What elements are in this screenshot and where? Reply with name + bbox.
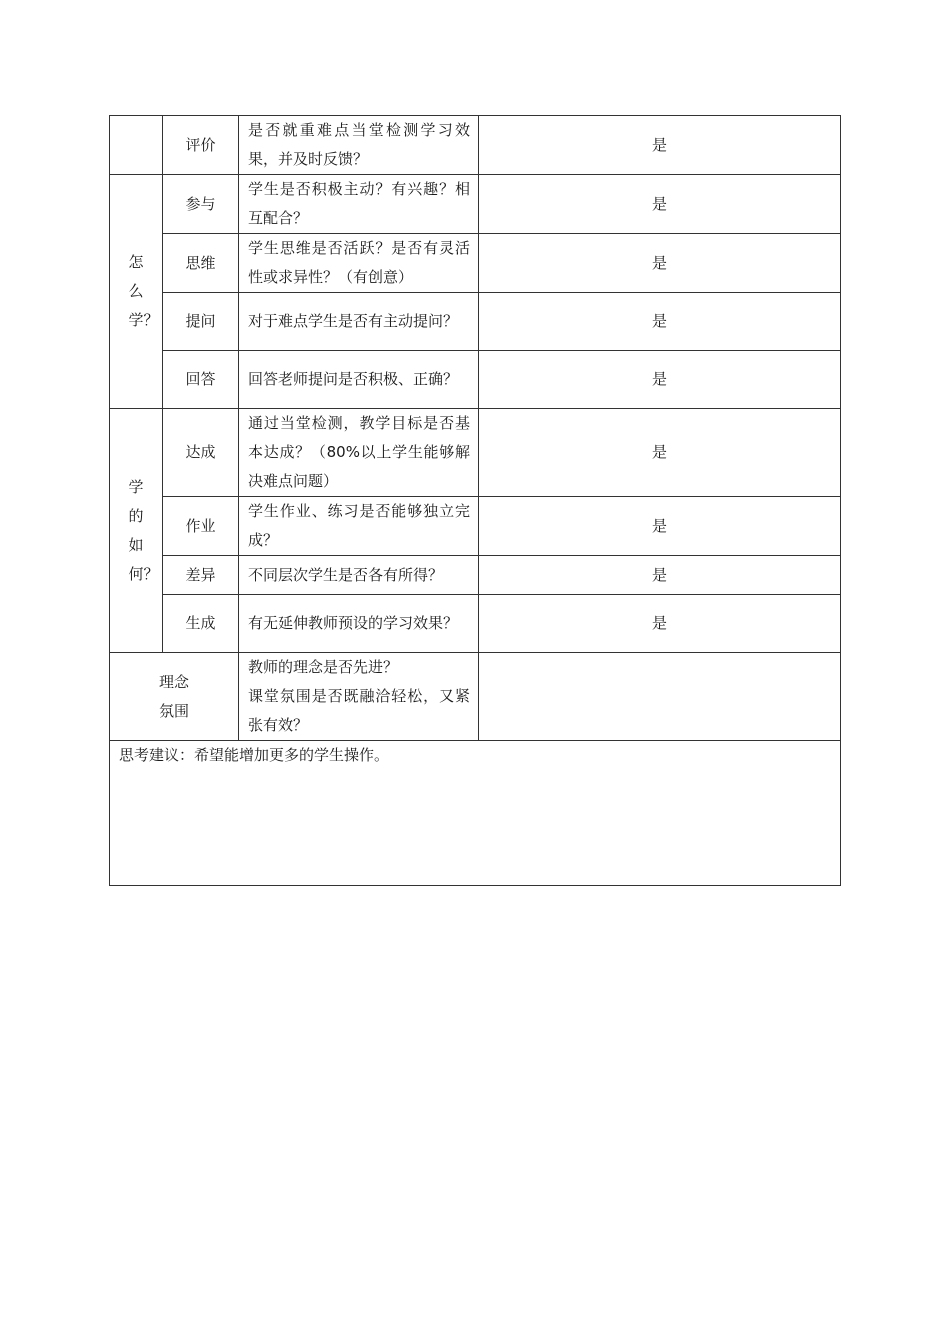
item-value: 是: [479, 595, 841, 653]
table-row: [110, 556, 841, 595]
item-label: 生成: [163, 595, 239, 653]
concept-label: 理念: [158, 672, 189, 691]
table-row: [110, 175, 841, 234]
item-value: 是: [479, 116, 841, 175]
table-row: [110, 497, 841, 556]
item-description: 回答老师提问是否积极、正确？: [239, 351, 479, 409]
item-label: 思维: [163, 234, 239, 293]
group-label-text: 学的如何？: [128, 477, 159, 583]
item-description: 有无延伸教师预设的学习效果？: [239, 595, 479, 653]
evaluation-table: [109, 115, 841, 886]
item-label: 评价: [163, 116, 239, 175]
item-value: 是: [479, 409, 841, 497]
group-label-learn-result: [110, 409, 163, 653]
item-label: 作业: [163, 497, 239, 556]
item-description: 学生思维是否活跃？是否有灵活性或求异性？（有创意）: [239, 234, 479, 293]
item-description: 学生是否积极主动？有兴趣？相互配合？: [239, 175, 479, 234]
item-label: 参与: [163, 175, 239, 234]
item-description: 学生作业、练习是否能够独立完成？: [239, 497, 479, 556]
table-row: [110, 741, 841, 886]
concept-question: 教师的理念是否先进？: [248, 658, 399, 676]
item-description: 对于难点学生是否有主动提问？: [239, 293, 479, 351]
table-row: [110, 653, 841, 741]
item-value: 是: [479, 556, 841, 595]
concept-atmosphere-label: [110, 653, 239, 741]
table-row: [110, 351, 841, 409]
item-description: 通过当堂检测，教学目标是否基本达成？（80%以上学生能够解决难点问题）: [239, 409, 479, 497]
table-row: [110, 409, 841, 497]
item-label: 达成: [163, 409, 239, 497]
item-value: 是: [479, 293, 841, 351]
group-cell-empty: [110, 116, 163, 175]
item-value: 是: [479, 175, 841, 234]
concept-atmosphere-value: [479, 653, 841, 741]
item-label: 提问: [163, 293, 239, 351]
table-row: [110, 293, 841, 351]
table-row: [110, 116, 841, 175]
atmosphere-label: 氛围: [158, 701, 189, 720]
item-label: 回答: [163, 351, 239, 409]
item-value: 是: [479, 351, 841, 409]
table-row: [110, 595, 841, 653]
item-value: 是: [479, 234, 841, 293]
group-label-text: 怎么学？: [128, 253, 159, 329]
item-value: 是: [479, 497, 841, 556]
group-label-how-learn: [110, 175, 163, 409]
concept-atmosphere-description: [239, 653, 479, 741]
item-label: 差异: [163, 556, 239, 595]
item-description: 不同层次学生是否各有所得？: [239, 556, 479, 595]
table-row: [110, 234, 841, 293]
item-description: 是否就重难点当堂检测学习效果，并及时反馈？: [239, 116, 479, 175]
suggestion-note: 思考建议：希望能增加更多的学生操作。: [110, 741, 841, 886]
atmosphere-question: 课堂氛围是否既融洽轻松，又紧张有效？: [248, 687, 470, 734]
